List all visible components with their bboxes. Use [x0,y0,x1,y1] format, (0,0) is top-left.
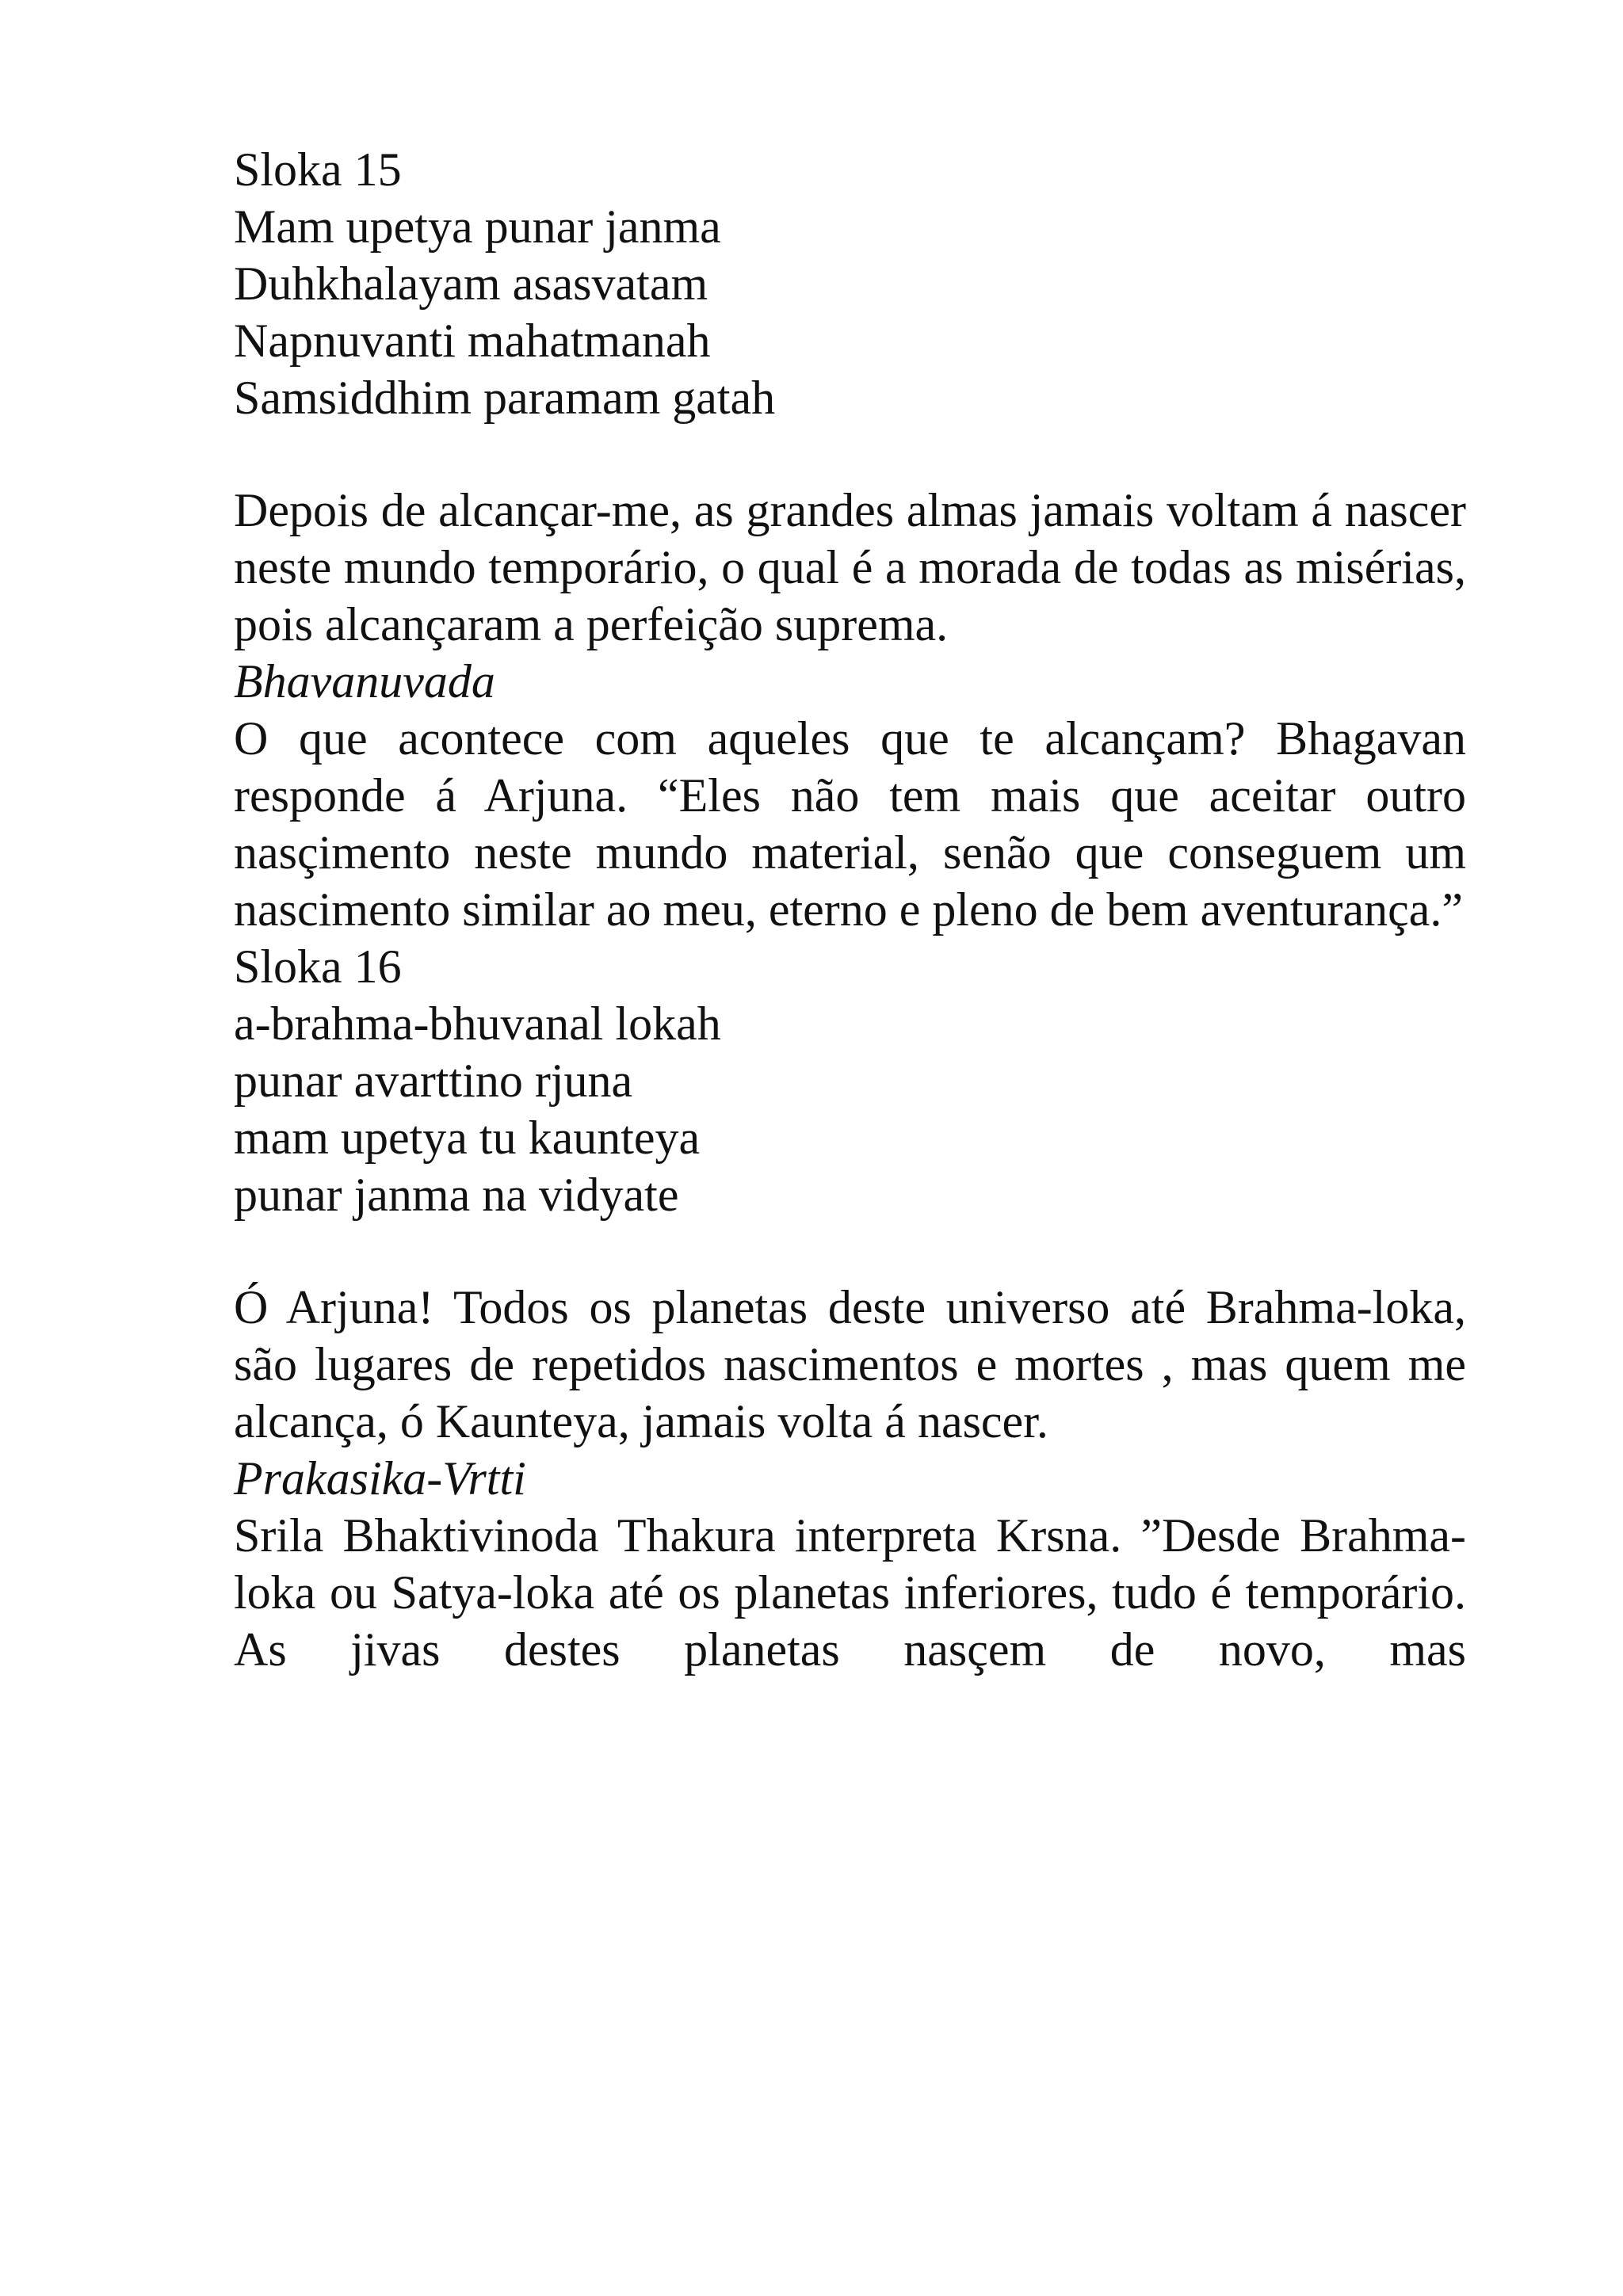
verse-line: punar janma na vidyate [234,1169,679,1221]
verse-line: Mam upetya punar janma [234,200,721,253]
page-content [234,141,1466,1678]
bhavanuvada-heading: Bhavanuvada [234,655,495,707]
verse-line: punar avarttino rjuna [234,1055,633,1107]
sloka-15-translation: Depois de alcançar-me, as grandes almas jamais voltam á nascer neste mundo temporário, o qual é a morada de todas as misérias, pois alcançaram a perfeição suprema. [234,484,1466,650]
verse-line: Samsiddhim paramam gatah [234,372,776,424]
verse-line: Napnuvanti mahatmanah [234,315,711,367]
prakasika-vrtti-heading: Prakasika-Vrtti [234,1452,526,1505]
sloka-15-heading: Sloka 15 [234,143,402,196]
sloka-16-verse [234,995,1466,1223]
sloka-15-verse [234,198,1466,426]
verse-line: mam upetya tu kaunteya [234,1112,701,1164]
verse-line: Duhkhalayam asasvatam [234,257,708,310]
sloka-16-translation: Ó Arjuna! Todos os planetas deste universo até Brahma-loka, são lugares de repetidos nascimentos e mortes , mas quem me alcança, ó Kaunteya, jamais volta á nascer. [234,1281,1466,1447]
bhavanuvada-text: O que acontece com aqueles que te alcançam? Bhagavan responde á Arjuna. “Eles não tem mais que aceitar outro nasçimento neste mundo material, senão que conseguem um nascimento similar ao meu, eterno e pleno de bem aventurança.” [234,712,1466,936]
verse-line: a-brahma-bhuvanal lokah [234,997,721,1050]
prakasika-vrtti-text: Srila Bhaktivinoda Thakura interpreta Krsna. ”Desde Brahma-loka ou Satya-loka até os planetas inferiores, tudo é temporário. As jivas destes planetas nasçem de novo, mas [234,1509,1466,1676]
sloka-16-heading: Sloka 16 [234,940,402,993]
